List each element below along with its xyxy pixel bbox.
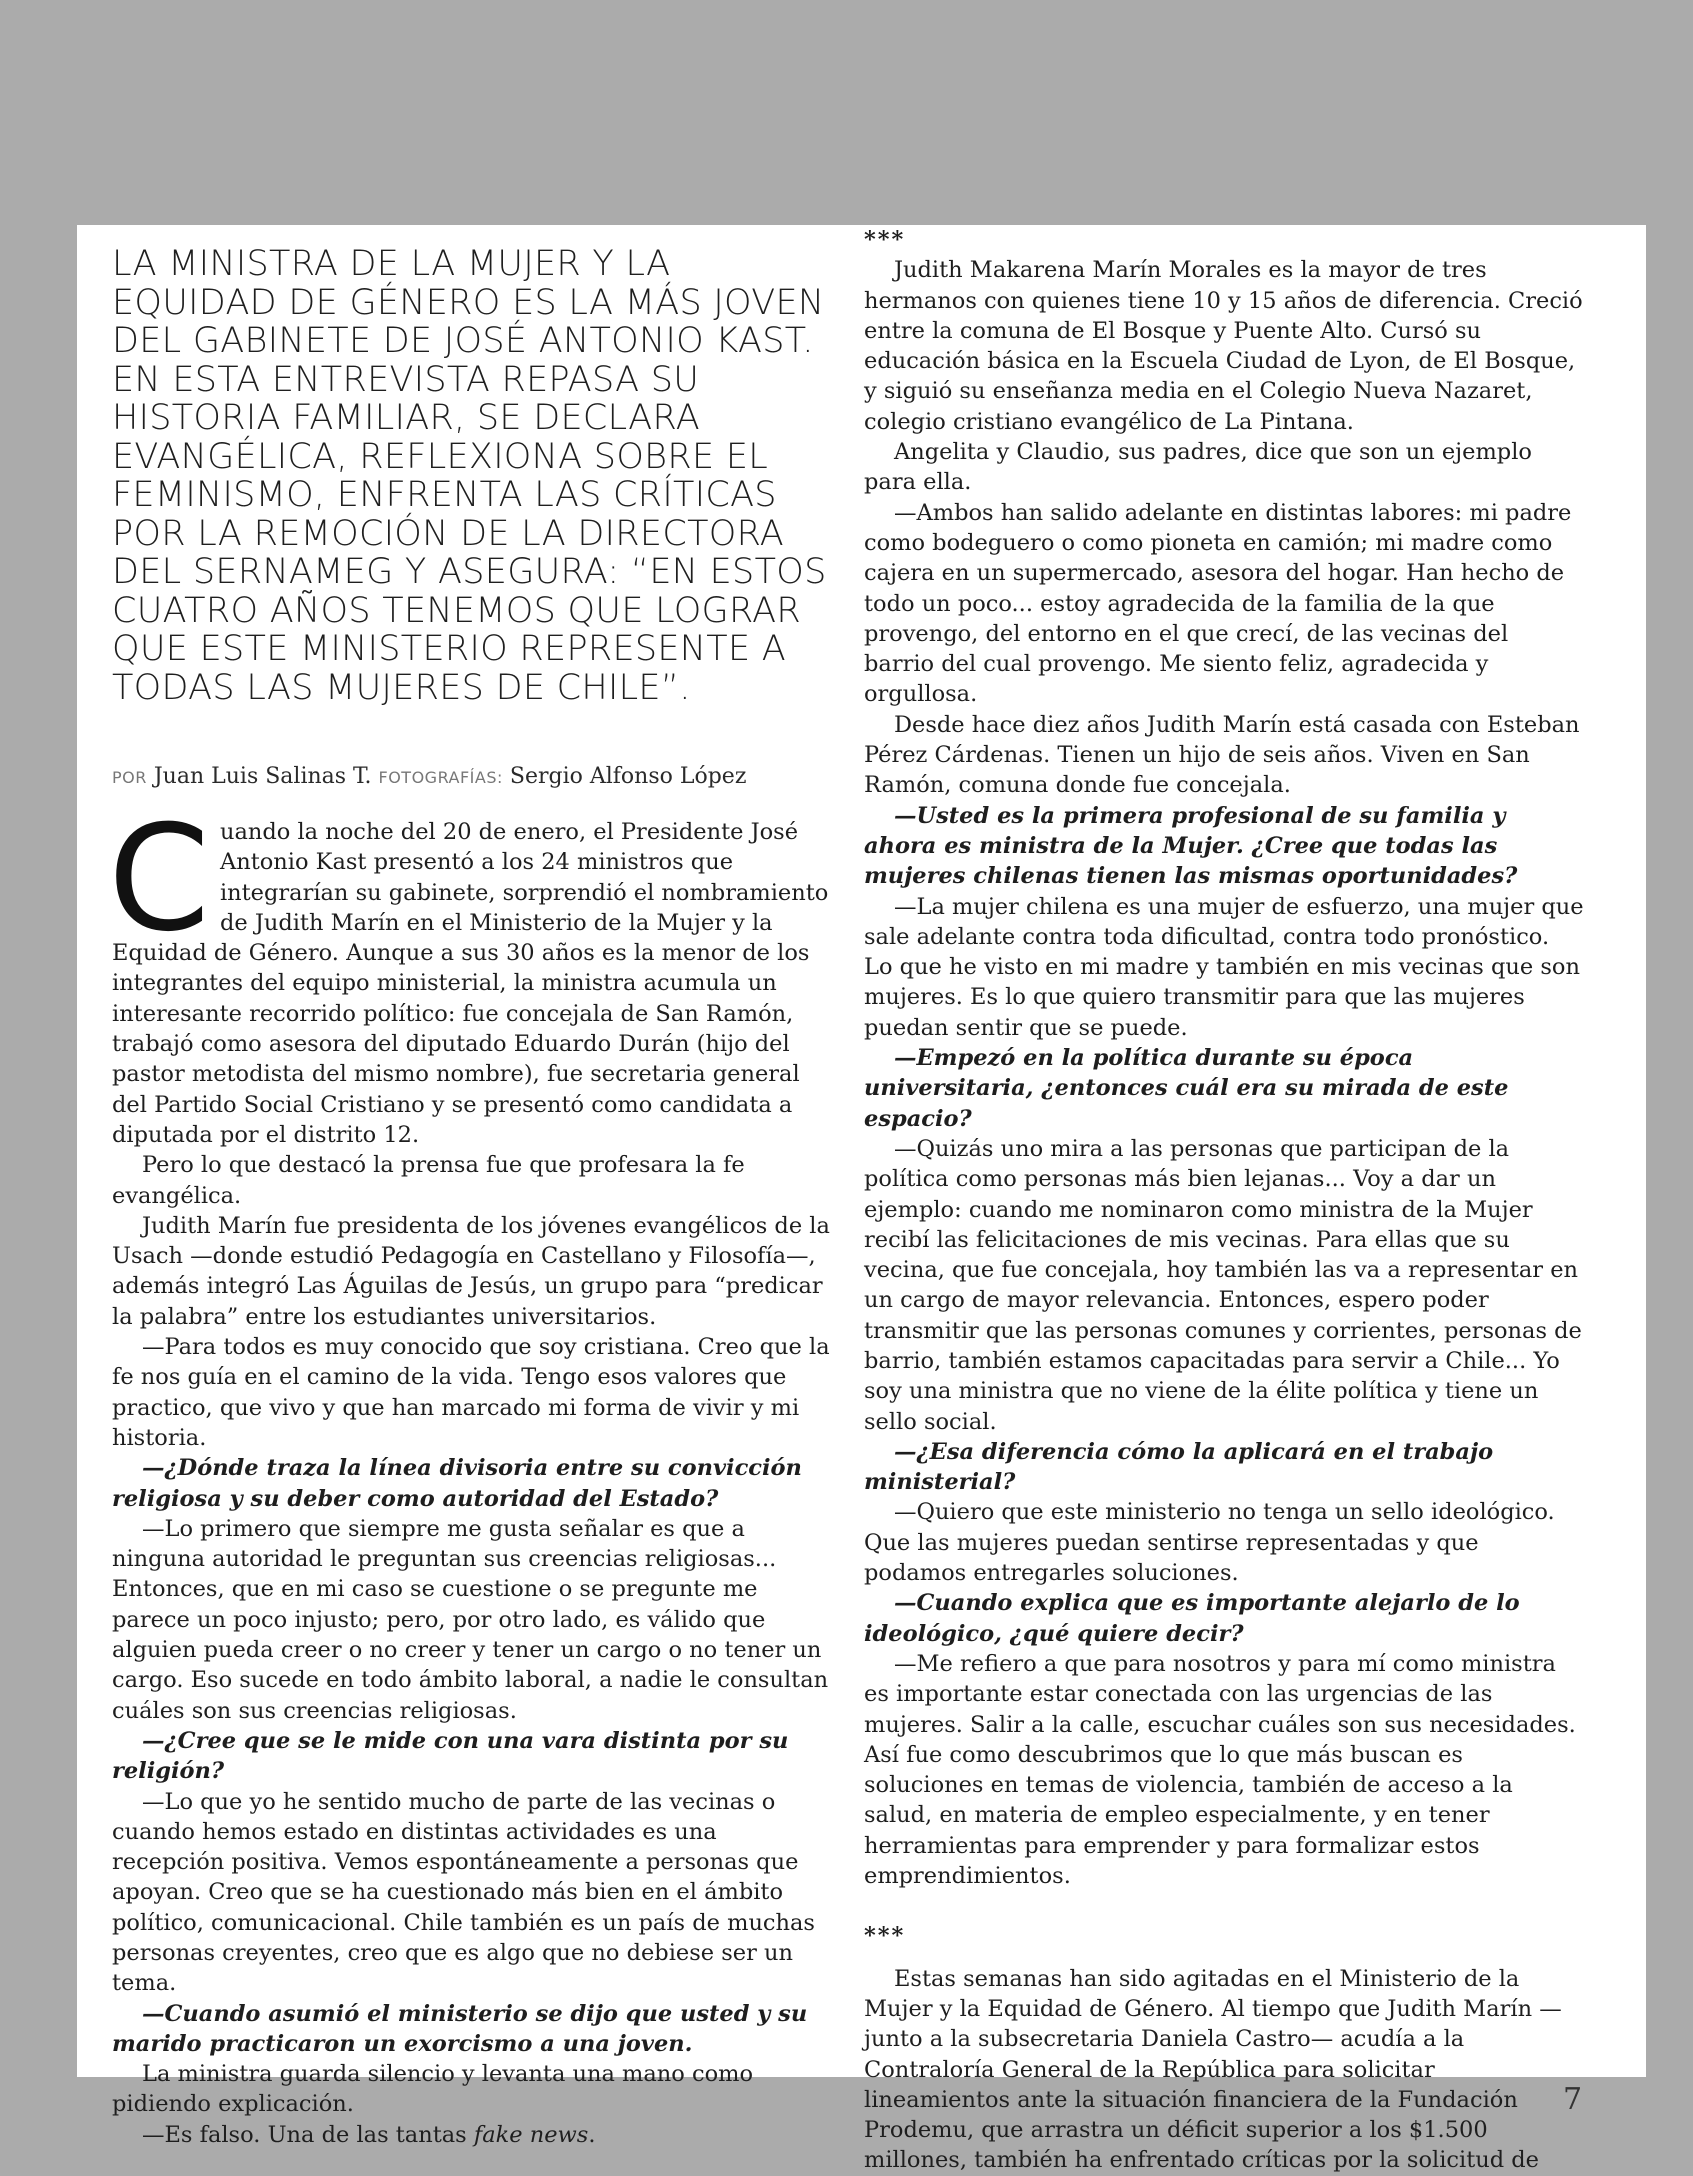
interview-question: —Cuando asumió el ministerio se dijo que usted y su marido practicaron un exorcismo a una joven.: [112, 2000, 808, 2057]
body-paragraph: —Quiero que este ministerio no tenga un sello ideológico. Que las mujeres puedan sentirse representadas y que podamos entregarles soluciones.: [864, 1499, 1555, 1587]
closing-paragraph: Estas semanas han sido agitadas en el Ministerio de la Mujer y la Equidad de Género. Al tiempo que Judith Marín —junto a la subsecretaria Daniela Castro— acudía a la Contraloría General de la República para solicitar lineamientos ante la situación financiera de la Fundación Prodemu, que arrastra un déficit superior a los $1.500 millones, también ha enfrentado críticas por la solicitud de: [864, 1965, 1562, 2174]
interview-question: —¿Esa diferencia cómo la aplicará en el trabajo ministerial?: [864, 1438, 1494, 1496]
body-paragraph: —Lo que yo he sentido mucho de parte de las vecinas o cuando hemos estado en distintas actividades es una recepción positiva. Vemos espontáneamente a personas que apoyan. Creo que se ha cuestionado más bien en el ámbito político, comunicacional. Chile también es un país de muchas personas creyentes, creo que es algo que no debiese ser un tema.: [112, 1788, 815, 1997]
headline: LA MINISTRA DE LA MUJER Y LA EQUIDAD DE GÉNERO ES LA MÁS JOVEN DEL GABINETE DE JOSÉ ANTONIO KAST. EN ESTA ENTREVISTA REPASA SU HISTORIA FAMILIAR, SE DECLARA EVANGÉLICA, REFLEXIONA SOBRE EL FEMINISMO, ENFRENTA LAS CRÍTICAS POR LA REMOCIÓN DE LA DIRECTORA DEL SERNAMEG Y ASEGURA: “EN ESTOS CUATRO AÑOS TENEMOS QUE LOGRAR QUE ESTE MINISTERIO REPRESENTE A TODAS LAS MUJERES DE CHILE”.: [112, 244, 827, 708]
dropcap: C: [108, 794, 210, 964]
byline-photographer: Sergio Alfonso López: [509, 764, 747, 789]
right-body: [864, 225, 1584, 2176]
body-paragraph: —La mujer chilena es una mujer de esfuerzo, una mujer que sale adelante contra toda dificultad, contra todo pronóstico. Lo que he visto en mi madre y también en mis vecinas que son mujeres. Es lo que quiero transmitir para que las mujeres puedan sentir que se puede.: [864, 893, 1584, 1041]
section-break-stars-2: ***: [864, 1923, 906, 1950]
body-paragraph: Judith Marín fue presidenta de los jóvenes evangélicos de la Usach —donde estudió Pedagogía en Castellano y Filosofía—, además integró Las Águilas de Jesús, un grupo para “predicar la palabra” entre los estudiantes universitarios.: [112, 1212, 830, 1330]
section-spacer: [864, 1891, 1584, 1921]
byline: [112, 762, 832, 793]
magazine-page: [77, 225, 1646, 2174]
byline-por-label: POR: [112, 768, 147, 787]
page-number: 7: [1563, 2082, 1583, 2117]
byline-photos-label: FOTOGRAFÍAS:: [378, 768, 503, 787]
right-paragraphs: [864, 255, 1584, 1891]
byline-author: Juan Luis Salinas T.: [153, 764, 372, 789]
body-paragraph: Pero lo que destacó la prensa fue que profesara la fe evangélica.: [112, 1152, 745, 1209]
body-paragraph: —Quizás uno mira a las personas que participan de la política como personas más bien lejanas... Voy a dar un ejemplo: cuando me nominaron como ministra de la Mujer recibí las felicitaciones de mis vecinas. Para ellas que su vecina, que fue concejala, hoy también las va a representar en un cargo de mayor relevancia. Entonces, espero poder transmitir que las personas comunes y corrientes, personas de barrio, también estamos capacitadas para servir a Chile... Yo soy una ministra que no viene de la élite política y tiene un sello social.: [864, 1135, 1582, 1435]
section-spacer-2: [864, 1952, 1584, 1964]
body-paragraph: Desde hace diez años Judith Marín está casada con Esteban Pérez Cárdenas. Tienen un hijo de seis años. Viven en San Ramón, comuna donde fue concejala.: [864, 711, 1580, 799]
section-break-stars: ***: [864, 227, 906, 253]
interview-question: —Cuando explica que es importante alejarlo de lo ideológico, ¿qué quiere decir?: [864, 1590, 1520, 1647]
body-paragraph: —Para todos es muy conocido que soy cristiana. Creo que la fe nos guía en el camino de la vida. Tengo esos valores que practico, que vivo y que han marcado mi forma de vivir y mi historia.: [112, 1334, 830, 1451]
left-paragraphs: [112, 1150, 832, 2120]
interview-question: —Empezó en la política durante su época universitaria, ¿entonces cuál era su mirada de este espacio?: [864, 1045, 1509, 1132]
body-paragraph: Judith Makarena Marín Morales es la mayor de tres hermanos con quienes tiene 10 y 15 años de diferencia. Creció entre la comuna de El Bosque y Puente Alto. Cursó su educación básica en la Escuela Ciudad de Lyon, de El Bosque, y siguió su enseñanza media en el Colegio Nueva Nazaret, colegio cristiano evangélico de La Pintana.: [864, 257, 1583, 435]
final-left-text: —Es falso. Una de las tantas: [142, 2121, 474, 2148]
left-column: [108, 225, 832, 2150]
body-paragraph: Angelita y Claudio, sus padres, dice que son un ejemplo para ella.: [864, 439, 1532, 496]
final-left-end: .: [588, 2121, 596, 2148]
left-body: [108, 794, 832, 2150]
interview-question: —¿Cree que se le mide con una vara distinta por su religión?: [112, 1727, 789, 1785]
body-paragraph: —Me refiero a que para nosotros y para mí como ministra es importante estar conectada con las urgencias de las mujeres. Salir a la calle, escuchar cuáles son sus necesidades. Así fue como descubrimos que lo que más buscan es soluciones en temas de violencia, también de acceso a la salud, en materia de empleo especialmente, y en tener herramientas para emprender y para formalizar estos emprendimientos.: [864, 1650, 1576, 1890]
final-left-paragraph: [112, 2120, 832, 2150]
interview-question: —¿Dónde traza la línea divisoria entre su convicción religiosa y su deber como autoridad del Estado?: [112, 1455, 802, 1512]
interview-question: —Usted es la primera profesional de su familia y ahora es ministra de la Mujer. ¿Cree que todas las mujeres chilenas tienen las mismas oportunidades?: [864, 802, 1518, 890]
body-paragraph: —Ambos han salido adelante en distintas labores: mi padre como bodeguero o como pioneta en camión; mi madre como cajera en un supermercado, asesora del hogar. Han hecho de todo un poco... estoy agradecida de la familia de la que provengo, del entorno en el que crecí, de las vecinas del barrio del cual provengo. Me siento feliz, agradecida y orgullosa.: [864, 499, 1572, 708]
body-paragraph: —Lo primero que siempre me gusta señalar es que a ninguna autoridad le preguntan sus creencias religiosas... Entonces, que en mi caso se cuestione o se pregunte me parece un poco injusto; pero, por otro lado, es válido que alguien pueda creer o no creer y tener un cargo o no tener un cargo. Eso sucede en todo ámbito laboral, a nadie le consultan cuáles son sus creencias religiosas.: [112, 1515, 829, 1724]
lead-paragraph-text: uando la noche del 20 de enero, el Presidente José Antonio Kast presentó a los 24 ministros que integrarían su gabinete, sorprendió el nombramiento de Judith Marín en el Ministerio de la Mujer y la Equidad de Género. Aunque a sus 30 años es la menor de los integrantes del equipo ministerial, la ministra acumula un interesante recorrido político: fue concejala de San Ramón, trabajó como asesora del diputado Eduardo Durán (hijo del pastor metodista del mismo nombre), fue secretaria general del Partido Social Cristiano y se presentó como candidata a diputada por el distrito 12.: [112, 819, 829, 1148]
final-left-italic: fake news: [473, 2121, 589, 2148]
body-paragraph: La ministra guarda silencio y levanta una mano como pidiendo explicación.: [112, 2061, 754, 2118]
right-column: [864, 225, 1584, 2176]
lead-paragraph: [108, 794, 832, 1150]
